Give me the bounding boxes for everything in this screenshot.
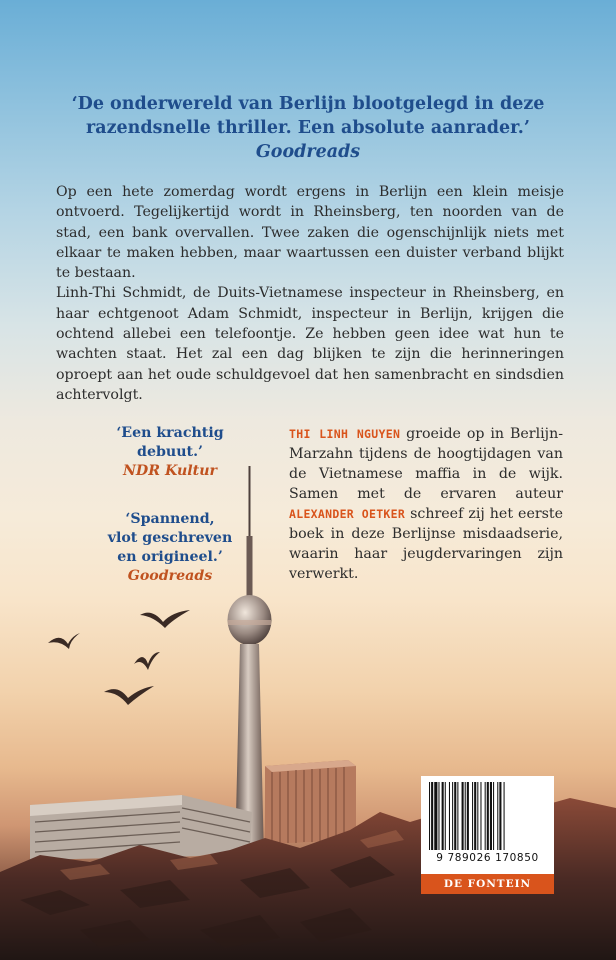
barcode — [427, 782, 548, 850]
barcode-bar — [467, 782, 469, 850]
barcode-bar — [449, 782, 450, 850]
barcode-bar — [487, 782, 489, 850]
barcode-bar — [457, 782, 458, 850]
review-2-line-2: vlot geschreven — [107, 530, 233, 546]
synopsis-paragraph-2: Linh-Thi Schmidt, de Duits-Vietnamese inspecteur in Rheinsberg, en haar echtgenoot Adam Schmidt, inspecteur in Berlijn, krijgen die ochtend allebei een telefoontje. Ze hebben geen idee wat hun te wachten staat. Het zal een dag blijken te zijn die herinneringen oproept aan het oude schuldgevoel dat hen samenbracht en sindsdien achtervolgt. — [56, 285, 564, 403]
featured-quote-line-2: razendsnelle thriller. Een absolute aanrader.’ — [86, 118, 530, 138]
review-2-line-3: en origineel.’ — [117, 549, 223, 565]
barcode-bar — [499, 782, 501, 850]
author-bio — [289, 424, 563, 584]
publisher-logo: DE FONTEIN — [421, 874, 554, 894]
featured-quote-line-1: ‘De onderwereld van Berlijn blootgelegd in deze — [71, 94, 545, 114]
barcode-bar — [452, 782, 453, 850]
barcode-bar — [474, 782, 476, 850]
barcode-bar — [493, 782, 494, 850]
isbn-number: 9 789026 170850 — [436, 852, 539, 864]
barcode-bar — [465, 782, 466, 850]
review-1-source: NDR Kultur — [122, 463, 218, 479]
barcode-bar — [497, 782, 498, 850]
review-2-line-1: ‘Spannend, — [125, 511, 215, 527]
review-goodreads — [90, 510, 250, 586]
barcode-bar — [480, 782, 481, 850]
barcode-bar — [445, 782, 446, 850]
barcode-bar — [442, 782, 444, 850]
author-bio-text-1: groeide op in Berlijn-Marzahn tijdens de hoogtijdagen van de Vietnamese maffia in de wijk. Samen met de ervaren auteur — [289, 426, 563, 502]
barcode-bar — [434, 782, 437, 850]
synopsis — [56, 182, 564, 405]
barcode-bar — [490, 782, 492, 850]
featured-quote — [60, 92, 556, 164]
barcode-bar — [477, 782, 478, 850]
review-2-source: Goodreads — [127, 568, 213, 584]
review-1-line-2: debuut.’ — [137, 444, 203, 460]
barcode-bar — [504, 782, 505, 850]
author-name-1: THI LINH NGUYEN — [289, 427, 401, 441]
container-building — [265, 760, 356, 844]
barcode-bar — [438, 782, 439, 850]
barcode-bar — [485, 782, 486, 850]
author-bio-text-2: schreef zij het eerste boek in deze Berlijnse misdaadserie, waarin haar jeugdervaringen zijn verwerkt. — [289, 506, 564, 582]
review-ndr-kultur — [90, 424, 250, 481]
barcode-bar — [472, 782, 473, 850]
featured-quote-source: Goodreads — [255, 142, 361, 162]
birds — [48, 610, 190, 705]
barcode-block — [421, 776, 554, 894]
synopsis-paragraph-1: Op een hete zomerdag wordt ergens in Berlijn een klein meisje ontvoerd. Tegelijkertijd wordt in Rheinsberg, ten noorden van de stad, een bank overvallen. Twee zaken die ogenschijnlijk niets met elkaar te maken hebben, maar waartussen een duister verband blijkt te bestaan. — [56, 184, 564, 282]
barcode-bar — [454, 782, 456, 850]
review-1-line-1: ‘Een krachtig — [116, 425, 224, 441]
barcode-bar — [431, 782, 433, 850]
barcode-bar — [462, 782, 464, 850]
author-name-2: ALEXANDER OETKER — [289, 507, 406, 521]
barcode-bar — [429, 782, 430, 850]
